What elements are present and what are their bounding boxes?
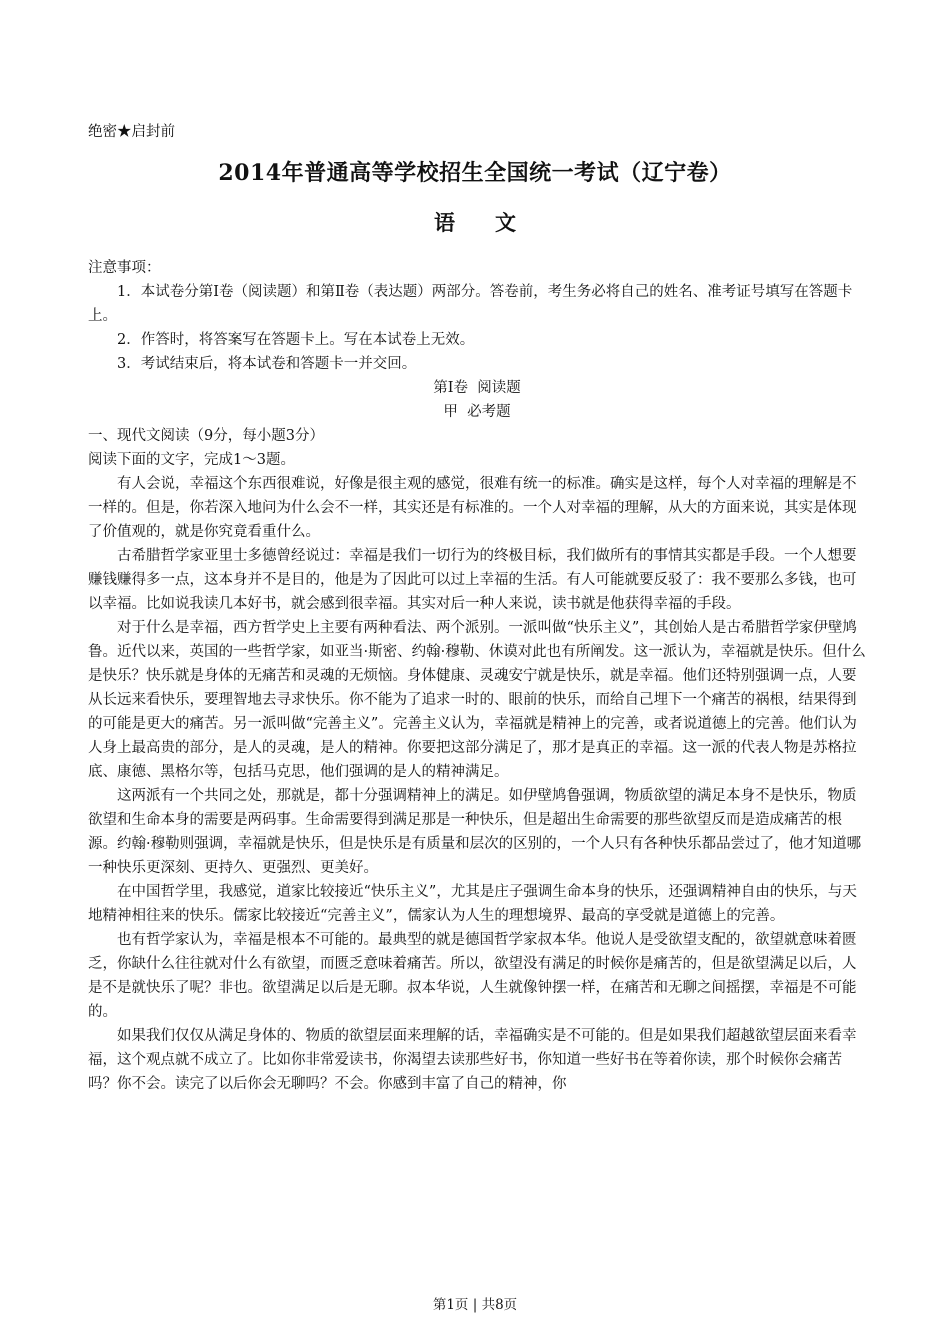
passage-paragraph-3: 对于什么是幸福，西方哲学史上主要有两种看法、两个派别。一派叫做“快乐主义”，其创始人是古希腊哲学家伊壁鸠鲁。近代以来，英国的一些哲学家，如亚当·斯密、约翰·穆勒、休谟对此也有所阐发。这一派认为，幸福就是快乐。但什么是快乐？快乐就是身体的无痛苦和灵魂的无烦恼。身体健康、灵魂安宁就是快乐，就是幸福。他们还特别强调一点，人要从长远来看快乐，要理智地去寻求快乐。你不能为了追求一时的、眼前的快乐，而给自己埋下一个痛苦的祸根，结果得到的可能是更大的痛苦。另一派叫做“完善主义”。完善主义认为，幸福就是精神上的完善，或者说道德上的完善。他们认为人身上最高贵的部分，是人的灵魂，是人的精神。你要把这部分满足了，那才是真正的幸福。这一派的代表人物是苏格拉底、康德、黑格尔等，包括马克思，他们强调的是人的精神满足。 <box>88 620 866 780</box>
exam-title: 2014年普通高等学校招生全国统一考试（辽宁卷） <box>218 160 732 186</box>
notice-item-3: 3．考试结束后，将本试卷和答题卡一并交回。 <box>117 356 417 372</box>
part1-subtitle: 甲 必考题 <box>443 404 511 420</box>
page-content <box>88 256 866 1096</box>
notice-item-1: 1．本试卷分第Ⅰ卷（阅读题）和第Ⅱ卷（表达题）两部分。答卷前，考生务必将自己的姓名、准考证号填写在答题卡上。 <box>88 284 853 324</box>
passage-paragraph-2: 古希腊哲学家亚里士多德曾经说过：幸福是我们一切行为的终极目标，我们做所有的事情其实都是手段。一个人想要赚钱赚得多一点，这本身并不是目的，他是为了因此可以过上幸福的生活。有人可能就要反驳了：我不要那么多钱，也可以幸福。比如说我读几本好书，就会感到很幸福。其实对后一种人来说，读书就是他获得幸福的手段。 <box>88 548 857 612</box>
section-heading: 一、现代文阅读（9分，每小题3分） <box>88 428 324 444</box>
reading-instruction: 阅读下面的文字，完成1～3题。 <box>88 452 295 468</box>
passage-paragraph-5: 在中国哲学里，我感觉，道家比较接近“快乐主义”，尤其是庄子强调生命本身的快乐，还强调精神自由的快乐，与天地精神相往来的快乐。儒家比较接近“完善主义”，儒家认为人生的理想境界、最高的享受就是道德上的完善。 <box>88 884 857 924</box>
passage-paragraph-4: 这两派有一个共同之处，那就是，都十分强调精神上的满足。如伊壁鸠鲁强调，物质欲望的满足本身不是快乐，物质欲望和生命本身的需要是两码事。生命需要得到满足那是一种快乐，但是超出生命需要的那些欲望反而是造成痛苦的根源。约翰·穆勒则强调，幸福就是快乐，但是快乐是有质量和层次的区别的，一个人只有各种快乐都品尝过了，他才知道哪一种快乐更深刻、更持久、更强烈、更美好。 <box>88 788 862 876</box>
notice-item-2: 2．作答时，将答案写在答题卡上。写在本试卷上无效。 <box>117 332 475 348</box>
part1-title: 第Ⅰ卷 阅读题 <box>433 380 521 396</box>
subject-title: 语文 <box>434 210 556 235</box>
passage-paragraph-1: 有人会说，幸福这个东西很难说，好像是很主观的感觉，很难有统一的标准。确实是这样，每个人对幸福的理解是不一样的。但是，你若深入地问为什么会不一样，其实还是有标准的。一个人对幸福的理解，从大的方面来说，其实是体现了价值观的，就是你究竟看重什么。 <box>88 476 857 540</box>
top-secret-label: 绝密★启封前 <box>88 124 175 140</box>
notices-heading: 注意事项： <box>88 260 161 276</box>
page-footer: 第1页 | 共8页 <box>432 1297 518 1313</box>
passage-paragraph-6: 也有哲学家认为，幸福是根本不可能的。最典型的就是德国哲学家叔本华。他说人是受欲望支配的，欲望就意味着匮乏，你缺什么往往就对什么有欲望，而匮乏意味着痛苦。所以，欲望没有满足的时候你是痛苦的，但是欲望满足以后，人是不是就快乐了呢？非也。欲望满足以后是无聊。叔本华说，人生就像钟摆一样，在痛苦和无聊之间摇摆，幸福是不可能的。 <box>88 932 857 1020</box>
passage-paragraph-7: 如果我们仅仅从满足身体的、物质的欲望层面来理解的话，幸福确实是不可能的。但是如果我们超越欲望层面来看幸福，这个观点就不成立了。比如你非常爱读书，你渴望去读那些好书，你知道一些好书在等着你读，那个时候你会痛苦吗？你不会。读完了以后你会无聊吗？不会。你感到丰富了自己的精神，你 <box>88 1028 857 1092</box>
